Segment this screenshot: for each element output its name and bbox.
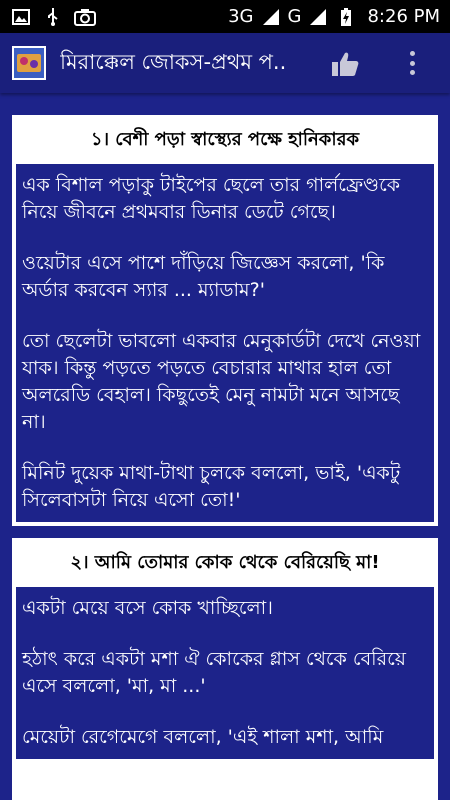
camera-icon <box>74 8 96 26</box>
status-bar <box>0 0 450 33</box>
thumbs-up-icon[interactable] <box>330 49 360 79</box>
app-title: মিরাক্কেল জোকস-প্রথম প.. <box>60 49 287 74</box>
joke-paragraph: মেয়েটা রেগেমেগে বললো, 'এই শালা মশা, আমি <box>22 726 384 748</box>
battery-charging-icon <box>335 8 357 26</box>
joke-card[interactable] <box>12 115 438 526</box>
joke-paragraph: ওয়েটার এসে পাশে দাঁড়িয়ে জিজ্ঞেস করলো, 'কি অর্ডার করবেন স্যার ... ম্যাডাম?' <box>22 252 385 301</box>
joke-paragraph: একটা মেয়ে বসে কোক খাচ্ছিলো। <box>22 597 273 619</box>
app-logo[interactable] <box>12 46 46 80</box>
joke-paragraph: তো ছেলেটা ভাবলো একবার মেনুকার্ডটা দেখে নেওয়া যাক। কিন্তু পড়তে পড়তে বেচারার মাথার হাল তো অলরেডি বেহাল। কিছুতেই মেনু নামটা মনে আসছে না। <box>22 330 421 433</box>
joke-paragraph: হঠাৎ করে একটা মশা ঐ কোকের গ্লাস থেকে বেরিয়ে এসে বললো, 'মা, মা ...' <box>22 648 406 697</box>
network-type-label: 3G <box>228 6 254 27</box>
signal-icon-2 <box>307 8 329 26</box>
joke-list[interactable] <box>0 93 450 800</box>
image-icon <box>10 8 32 26</box>
joke-paragraph: এক বিশাল পড়াকু টাইপের ছেলে তার গার্লফ্রেণ্ডকে নিয়ে জীবনে প্রথমবার ডিনার ডেটে গেছে। <box>22 174 401 223</box>
joke-body <box>16 587 434 759</box>
clock: 8:26 PM <box>367 6 440 27</box>
overflow-menu-icon[interactable] <box>402 47 422 79</box>
network-type-label-2: G <box>287 6 302 27</box>
app-bar <box>0 33 450 93</box>
joke-body <box>16 164 434 522</box>
joke-card[interactable] <box>12 538 438 800</box>
joke-paragraph: মিনিট দুয়েক মাথা-টাথা চুলকে বললো, ভাই, 'একটু সিলেবাসটা নিয়ে এসো তো!' <box>22 462 401 511</box>
usb-icon <box>42 8 64 26</box>
joke-title: ২। আমি তোমার কোক থেকে বেরিয়েছি মা! <box>16 542 434 587</box>
joke-title: ১। বেশী পড়া স্বাস্থ্যের পক্ষে হানিকারক <box>16 119 434 164</box>
signal-icon <box>260 8 282 26</box>
